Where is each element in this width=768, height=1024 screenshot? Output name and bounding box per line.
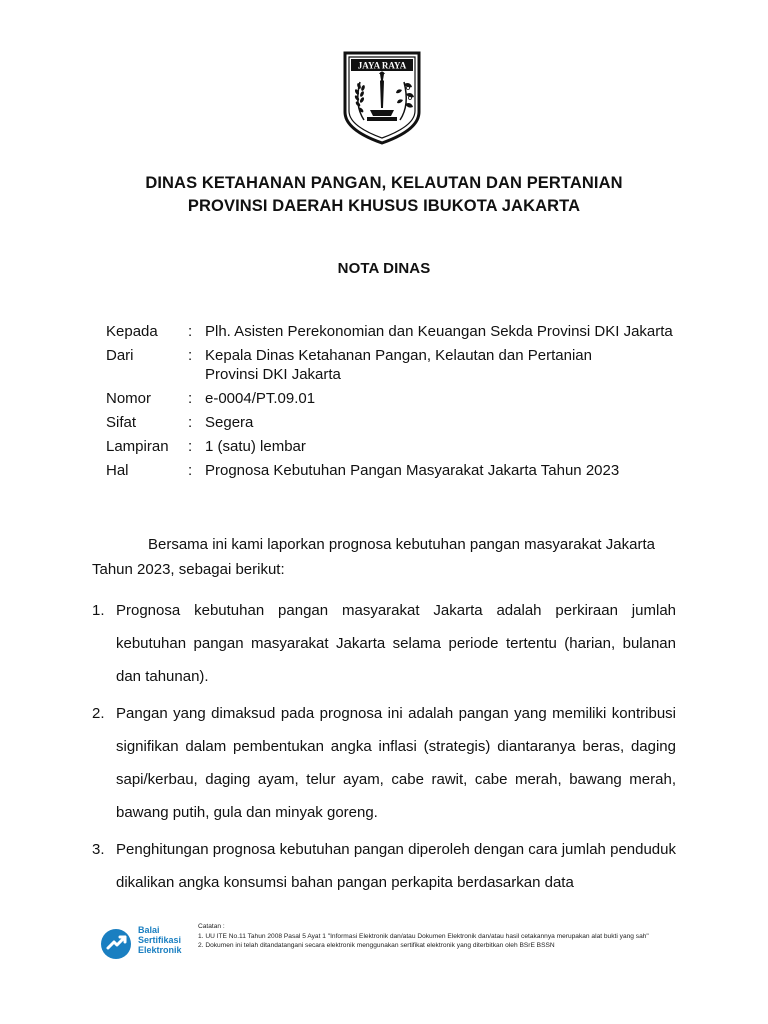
- note-line: 2. Dokumen ini telah ditandatangani secara elektronik menggunakan sertifikat elektronik yang diterbitkan oleh BSrE BSSN: [198, 942, 555, 949]
- meta-colon: :: [188, 414, 193, 431]
- meta-row-nomor: [106, 389, 685, 408]
- list-item: [92, 594, 676, 693]
- meta-label: Hal: [106, 462, 129, 479]
- meta-value: [205, 346, 685, 384]
- meta-row-sifat: [106, 413, 685, 432]
- footer: [98, 922, 738, 972]
- meta-row-dari: [106, 346, 685, 384]
- intro-paragraph-continuation: Tahun 2023, sebagai berikut:: [92, 561, 285, 578]
- list-item: [92, 833, 676, 899]
- jakarta-emblem-logo: [342, 50, 422, 146]
- meta-label: Lampiran: [106, 438, 169, 455]
- notes-title: Catatan :: [198, 923, 225, 930]
- intro-paragraph: Bersama ini kami laporkan prognosa kebutuhan pangan masyarakat Jakarta: [148, 536, 655, 553]
- meta-colon: :: [188, 347, 193, 364]
- list-item: [92, 697, 676, 829]
- memo-metadata: [106, 322, 685, 485]
- list-item-text: Prognosa kebutuhan pangan masyarakat Jakarta adalah perkiraan jumlah kebutuhan pangan masyarakat Jakarta selama periode tertentu (harian, bulanan dan tahunan).: [116, 602, 676, 685]
- logo-motto: JAYA RAYA: [357, 60, 407, 71]
- note-line: 1. UU ITE No.11 Tahun 2008 Pasal 5 Ayat 1 "Informasi Elektronik dan/atau Dokumen Elektronik dan/atau hasil cetakannya merupakan alat bukti yang sah": [198, 932, 649, 940]
- meta-colon: :: [188, 438, 193, 455]
- meta-colon: :: [188, 390, 193, 407]
- meta-label: Nomor: [106, 390, 152, 407]
- list-item-text: Penghitungan prognosa kebutuhan pangan diperoleh dengan cara jumlah penduduk dikalikan angka konsumsi bahan pangan perkapita berdasarkan data: [116, 841, 676, 891]
- meta-label: Sifat: [106, 414, 137, 431]
- meta-value: Plh. Asisten Perekonomian dan Keuangan Sekda Provinsi DKI Jakarta: [205, 323, 673, 340]
- meta-value-line: Provinsi DKI Jakarta: [205, 366, 341, 383]
- meta-row-lampiran: [106, 437, 685, 456]
- meta-row-kepada: [106, 322, 685, 341]
- meta-value: Segera: [205, 414, 254, 431]
- meta-label: Dari: [106, 347, 134, 364]
- list-item-number: 1.: [92, 602, 105, 619]
- bsre-line: Sertifikasi: [138, 935, 182, 945]
- bsre-logo-text: [138, 925, 182, 955]
- list-item-text: Pangan yang dimaksud pada prognosa ini adalah pangan yang memiliki kontribusi signifikan dalam pembentukan angka inflasi (strategis) diantaranya beras, daging sapi/kerbau, daging ayam, telur ayam, cabe rawit, cabe merah, bawang merah, bawang putih, gula dan minyak goreng.: [116, 705, 676, 821]
- footer-notes: [198, 922, 738, 951]
- bsre-logo-icon: [98, 926, 134, 962]
- meta-value: 1 (satu) lembar: [205, 438, 306, 455]
- list-item-number: 2.: [92, 705, 105, 722]
- meta-colon: :: [188, 462, 193, 479]
- meta-label: Kepada: [106, 323, 158, 340]
- province-name: PROVINSI DAERAH KHUSUS IBUKOTA JAKARTA: [187, 197, 581, 215]
- meta-colon: :: [188, 323, 193, 340]
- meta-row-hal: [106, 461, 685, 480]
- meta-value: Prognosa Kebutuhan Pangan Masyarakat Jakarta Tahun 2023: [205, 462, 620, 479]
- meta-value-line: Kepala Dinas Ketahanan Pangan, Kelautan dan Pertanian: [205, 347, 592, 364]
- list-item-number: 3.: [92, 841, 105, 858]
- document-type: NOTA DINAS: [337, 260, 431, 277]
- numbered-list: [92, 594, 676, 903]
- bsre-line: Elektronik: [138, 945, 182, 955]
- bsre-line: Balai: [138, 925, 160, 935]
- meta-value: e-0004/PT.09.01: [205, 390, 316, 407]
- agency-name: DINAS KETAHANAN PANGAN, KELAUTAN DAN PERTANIAN: [145, 174, 623, 192]
